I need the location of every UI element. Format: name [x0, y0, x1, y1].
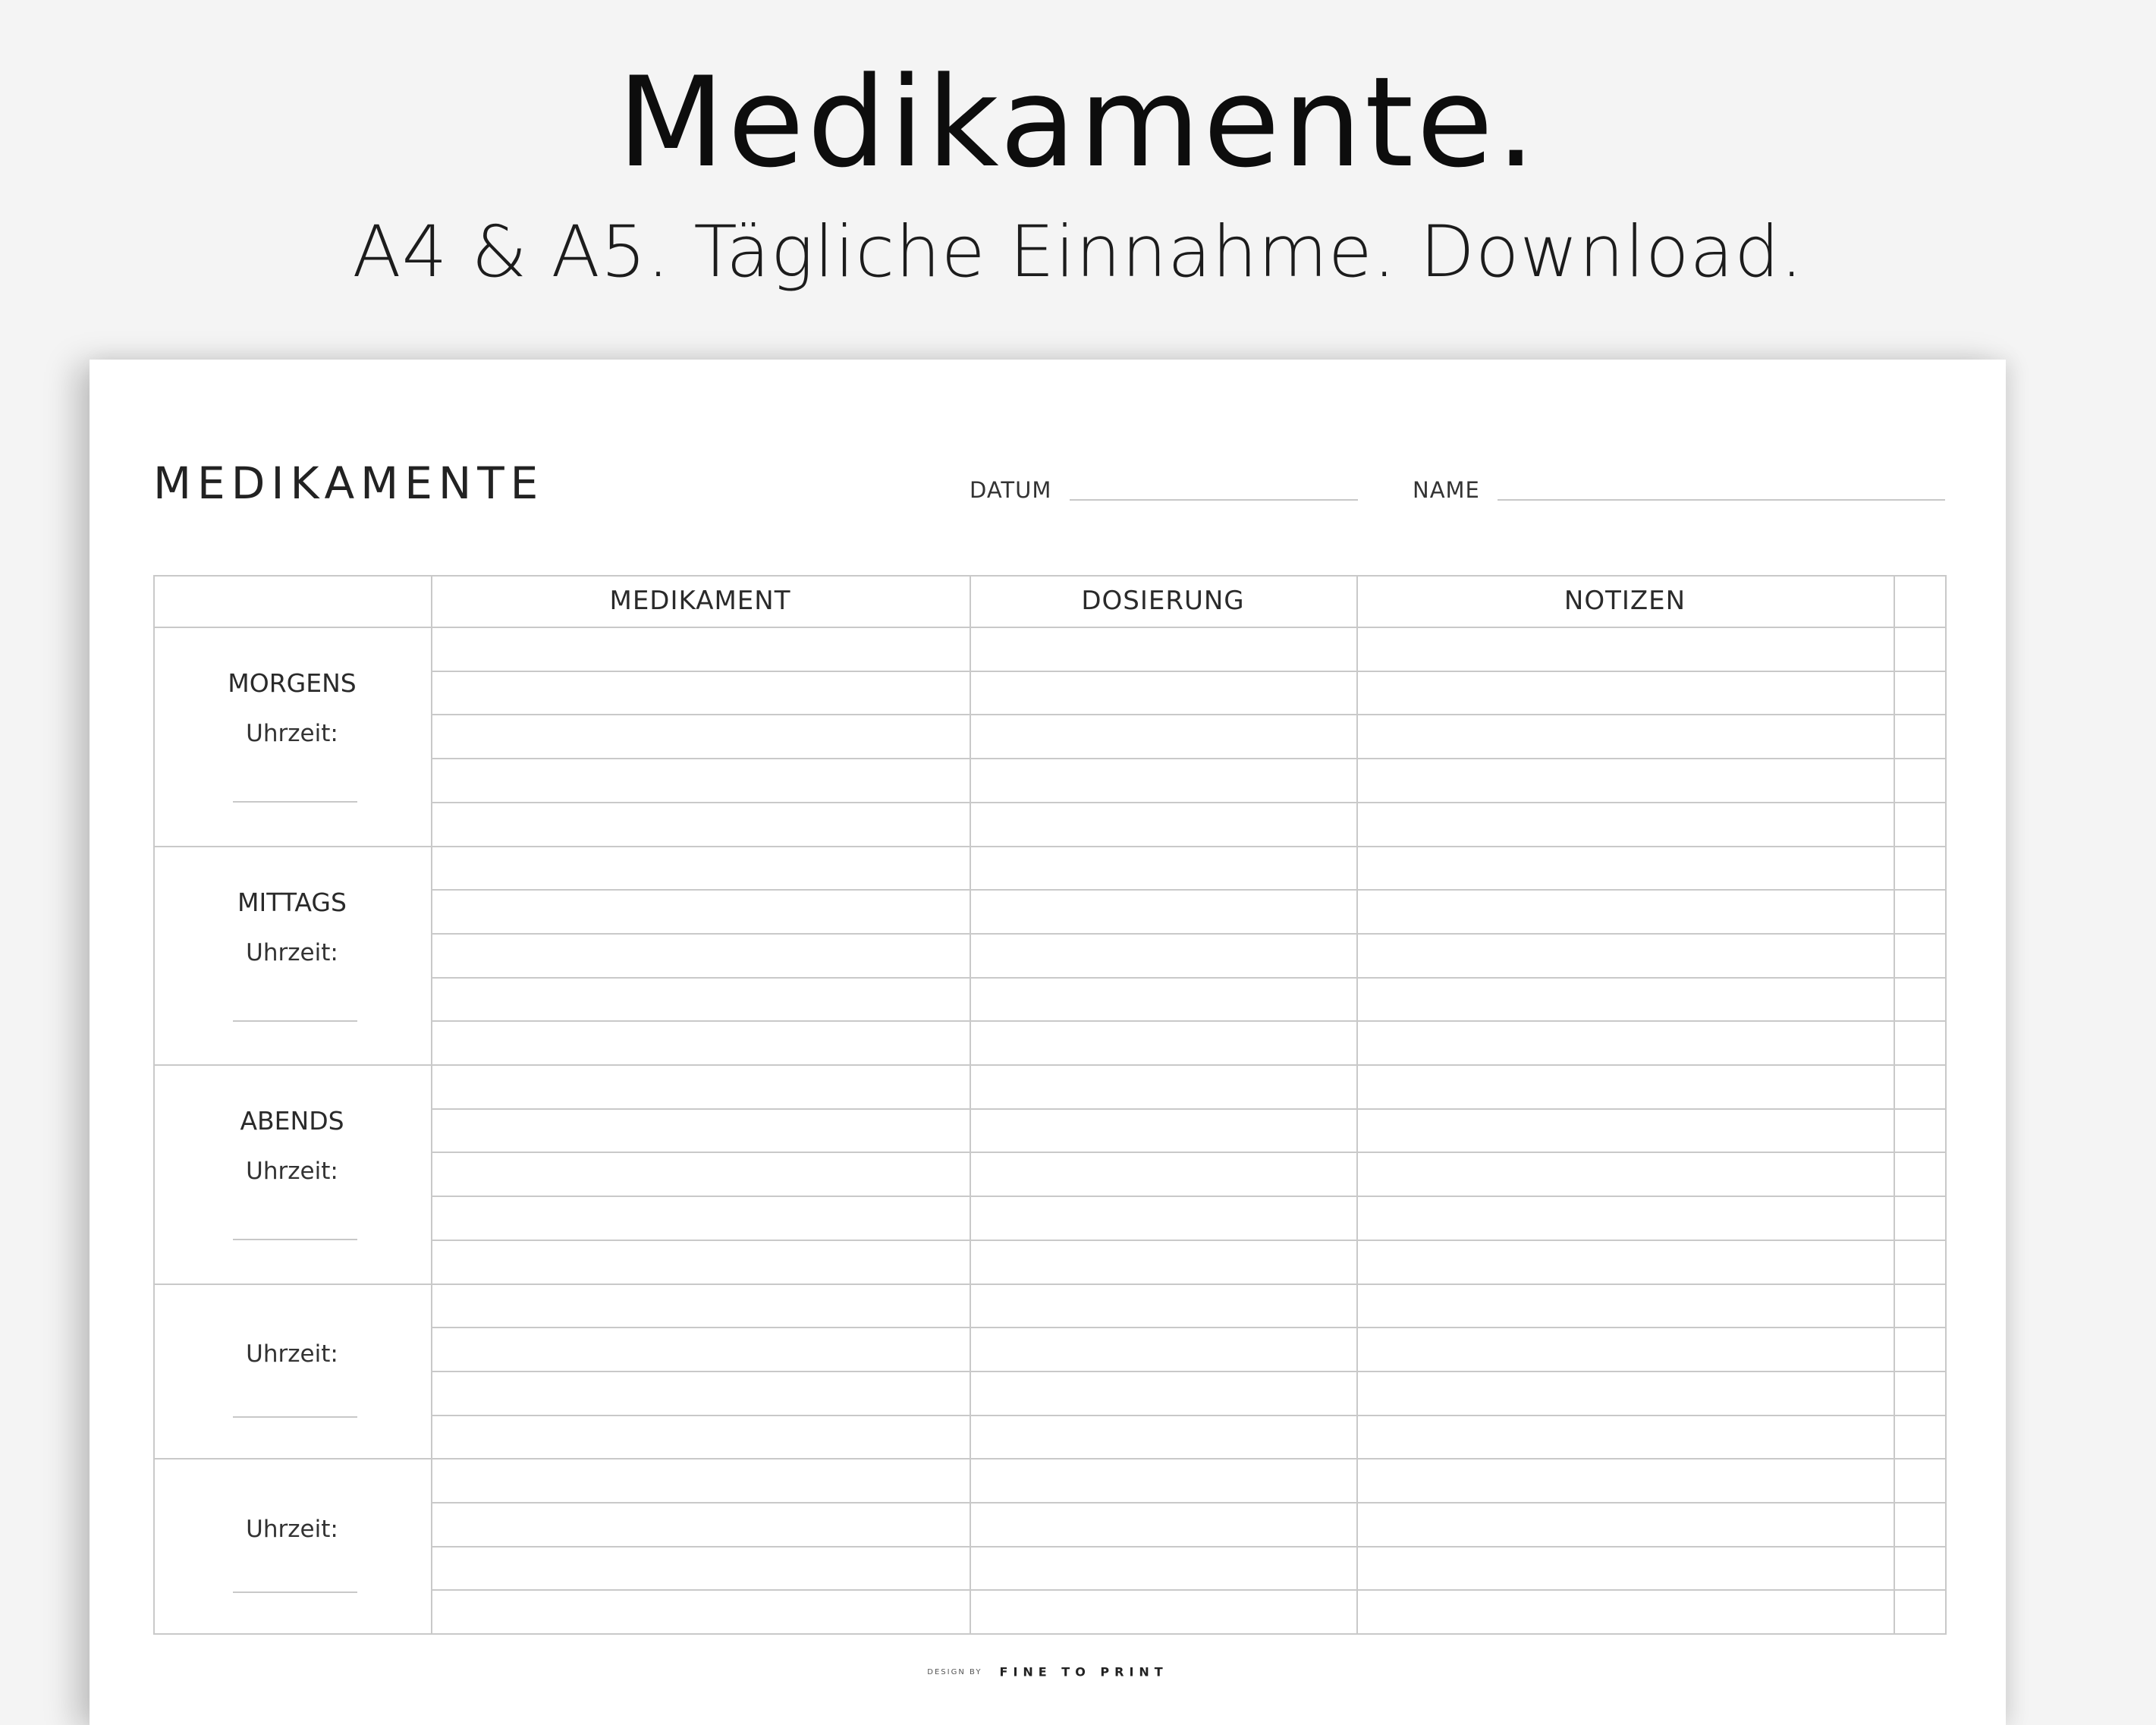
table-column-divider — [431, 575, 432, 1635]
table-row-divider — [431, 1152, 1947, 1153]
slot-time-line[interactable] — [233, 1239, 357, 1240]
slot-label-mittags: MITTAGS — [237, 888, 347, 917]
table-row-divider — [431, 1502, 1947, 1503]
table-row-divider — [431, 1415, 1947, 1416]
table-row-divider — [431, 802, 1947, 803]
planner-sheet — [90, 360, 2006, 1725]
table-row-divider — [431, 889, 1947, 891]
column-header-notizen: NOTIZEN — [1564, 586, 1686, 616]
table-row-divider — [431, 1589, 1947, 1591]
table-row-divider — [431, 1020, 1947, 1022]
table-slot-divider — [153, 1064, 1947, 1066]
table-row-divider — [431, 714, 1947, 715]
slot-time-label: Uhrzeit: — [246, 1158, 338, 1185]
table-column-divider — [970, 575, 971, 1635]
slot-time-label: Uhrzeit: — [246, 720, 338, 747]
slot-label-abends: ABENDS — [240, 1106, 344, 1136]
date-label: DATUM — [970, 477, 1052, 503]
slot-time-line[interactable] — [233, 1416, 357, 1418]
slot-time-label: Uhrzeit: — [246, 939, 338, 966]
table-column-divider — [1894, 575, 1895, 1635]
table-row-divider — [431, 1196, 1947, 1197]
table-row-divider — [431, 933, 1947, 935]
column-header-dosierung: DOSIERUNG — [1081, 586, 1245, 616]
slot-time-line[interactable] — [233, 801, 357, 803]
table-row-divider — [431, 671, 1947, 672]
slot-time-label: Uhrzeit: — [246, 1516, 338, 1543]
column-header-medikament: MEDIKAMENT — [609, 586, 791, 616]
hero-subtitle: A4 & A5. Tägliche Einnahme. Download. — [352, 211, 1804, 294]
footer-credit — [90, 1666, 2006, 1679]
table-slot-divider — [153, 1633, 1947, 1635]
slot-time-line[interactable] — [233, 1591, 357, 1593]
table-column-divider — [1945, 575, 1947, 1635]
slot-label-morgens: MORGENS — [228, 668, 357, 698]
table-row-divider — [431, 1371, 1947, 1372]
slot-time-label: Uhrzeit: — [246, 1340, 338, 1368]
table-row-divider — [431, 1108, 1947, 1110]
table-slot-divider — [153, 1284, 1947, 1285]
table-row-divider — [431, 1327, 1947, 1328]
hero-title: Medikamente. — [617, 50, 1539, 195]
table-row-divider — [431, 1546, 1947, 1547]
slot-time-line[interactable] — [233, 1020, 357, 1022]
table-header-divider — [153, 627, 1947, 628]
table-row-divider — [431, 758, 1947, 759]
table-slot-divider — [153, 846, 1947, 847]
table-slot-divider — [153, 1458, 1947, 1459]
table-row-divider — [431, 1240, 1947, 1241]
table-row-divider — [431, 977, 1947, 979]
footer-design-by: DESIGN BY — [927, 1667, 982, 1676]
footer-brand: FINE TO PRINT — [999, 1664, 1168, 1679]
sheet-title: MEDIKAMENTE — [153, 457, 545, 509]
name-label: NAME — [1413, 477, 1480, 503]
table-column-divider — [1356, 575, 1358, 1635]
